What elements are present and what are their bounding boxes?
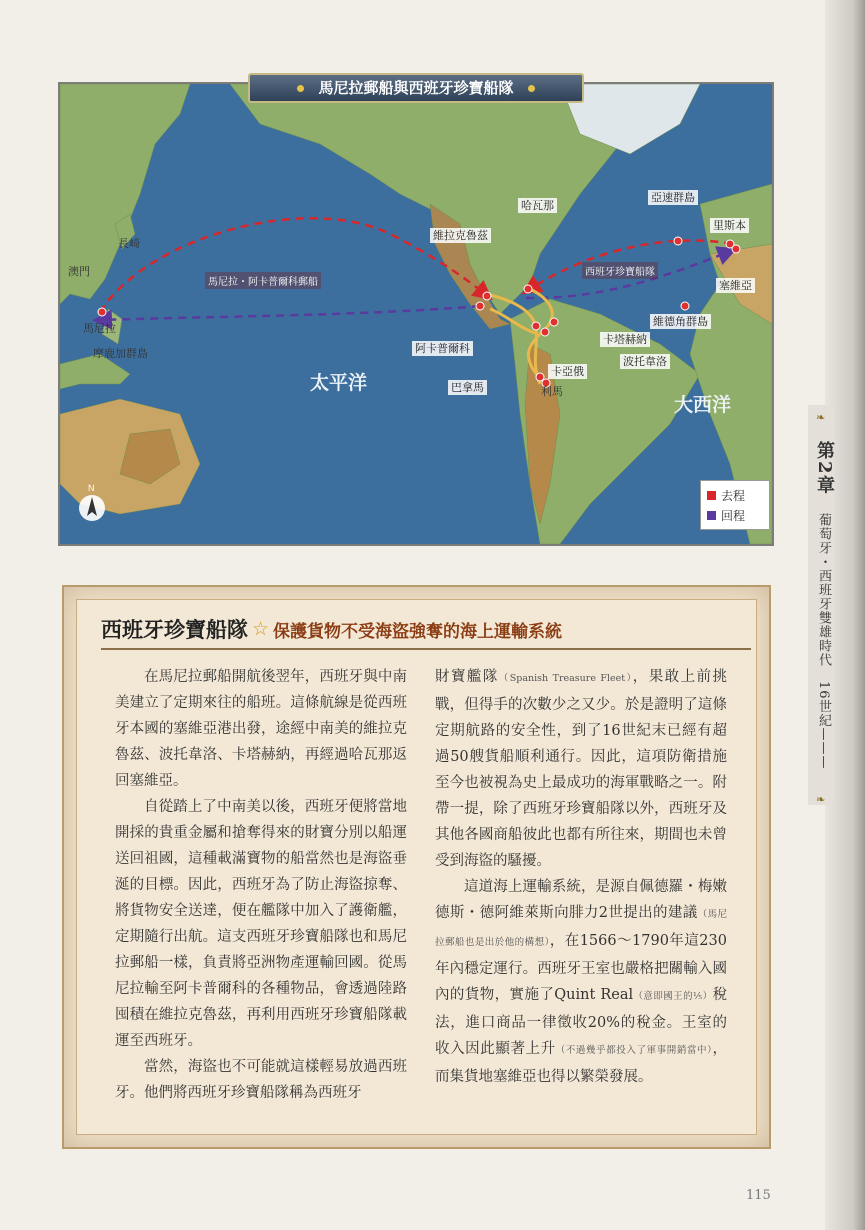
article-box-inner: [76, 599, 757, 1135]
label-seville: 塞維亞: [716, 278, 755, 293]
title-ornament-right: [528, 85, 535, 92]
world-map: [58, 82, 774, 546]
paragraph: 在馬尼拉郵船開航後翌年，西班牙與中南美建立了定期來往的船班。這條航線是從西班牙本國的塞維亞港出發，途經中南美的維拉克魯茲、波托韋洛、卡塔赫納，再經過哈瓦那返回塞維亞。: [115, 669, 407, 789]
article-title: 西班牙珍寶船隊: [101, 617, 248, 642]
map-title-text: 馬尼拉郵船與西班牙珍寶船隊: [318, 79, 514, 97]
chapter-century: 16世紀: [816, 681, 831, 728]
label-lisbon: 里斯本: [710, 218, 749, 233]
label-havana: 哈瓦那: [518, 198, 557, 213]
paragraph: 當然，海盜也不可能就這樣輕易放過西班牙。他們將西班牙珍寶船隊稱為西班牙: [115, 1059, 407, 1101]
article-column-right: [435, 664, 727, 1090]
label-cartagena: 卡塔赫納: [600, 332, 650, 347]
label-macau: 澳門: [68, 265, 90, 278]
chapter-number: 第2章: [814, 441, 835, 496]
label-veracruz: 維拉克魯茲: [430, 228, 491, 243]
chapter-side-tab: [808, 405, 834, 805]
label-cape-verde: 維德角群島: [650, 314, 711, 329]
article-column-left: [115, 664, 407, 1106]
page-number: 115: [746, 1188, 771, 1203]
label-moluccas: 摩鹿加群島: [93, 347, 148, 360]
side-ornament-top-icon: ❧: [816, 411, 826, 424]
article-header: [101, 610, 751, 650]
label-manila: 馬尼拉: [83, 322, 116, 335]
label-atlantic: 大西洋: [674, 394, 732, 416]
article-box: [62, 585, 771, 1149]
paragraph: 這道海上運輸系統，是源自佩德羅・梅嫩德斯・德阿維萊斯向腓力2世提出的建議（馬尼拉郵船也是出於他的構想），在1566～1790年這230年內穩定運行。西班牙王室也嚴格把關輸入國內的貨物，實施了Quint Real（意即國王的⅕）稅法，進口商品一律徵收20%的稅金。王室的收入因此顯著上升（不過幾乎都投入了軍事開銷當中），而集貨地塞維亞也得以繁榮發展。: [435, 879, 727, 1085]
label-azores: 亞速群島: [648, 190, 698, 205]
side-ornament-bottom-icon: ❧: [816, 793, 826, 806]
label-manila-route: 馬尼拉・阿卡普爾科郵船: [205, 272, 321, 289]
label-callao: 卡亞俄: [548, 364, 587, 379]
label-portobelo: 波托韋洛: [620, 354, 670, 369]
compass-icon: [78, 482, 106, 522]
star-icon: ☆: [252, 618, 270, 640]
label-lima: 利馬: [541, 385, 563, 398]
compass-letter: N: [88, 483, 95, 493]
article-subtitle: 保護貨物不受海盜強奪的海上運輸系統: [273, 621, 563, 642]
label-acapulco: 阿卡普爾科: [412, 341, 473, 356]
label-panama: 巴拿馬: [448, 380, 487, 395]
map-title: [248, 73, 584, 103]
chapter-subtitle: 葡萄牙・西班牙雙雄時代 16世紀———: [816, 513, 831, 770]
map-legend: [700, 480, 770, 530]
legend-item-outbound: 去程: [707, 485, 763, 505]
label-pacific: 太平洋: [310, 372, 368, 394]
label-nagasaki: 長崎: [118, 237, 140, 250]
title-ornament-left: [297, 85, 304, 92]
paragraph: 財寶艦隊（Spanish Treasure Fleet），果敢上前挑戰，但得手的次數少之又少。於是證明了這條定期航路的安全性，到了16世紀末已經有超過50艘貨船順利通行。因此，這項防衛措施至今也被視為史上最成功的海軍戰略之一。附帶一提，除了西班牙珍寶船隊以外，西班牙及其他各國商船彼此也都有所往來，期間也未曾受到海盜的騷擾。: [435, 669, 727, 869]
paragraph: 自從踏上了中南美以後，西班牙便將當地開採的貴重金屬和搶奪得來的財寶分別以船運送回祖國，這種載滿寶物的船當然也是海盜垂涎的目標。因此，西班牙為了防止海盜掠奪、將貨物安全送達，便在艦隊中加入了護衛艦，定期隨行出航。這支西班牙珍寶船隊也和馬尼拉郵船一樣，負責將亞洲物產運輸回國。從馬尼拉輸至阿卡普爾科的各種物品，會透過陸路囤積在維拉克魯茲，再利用西班牙珍寶船隊載運至西班牙。: [115, 799, 407, 1049]
legend-item-return: 回程: [707, 505, 763, 525]
label-treasure-route: 西班牙珍寶船隊: [582, 262, 658, 279]
